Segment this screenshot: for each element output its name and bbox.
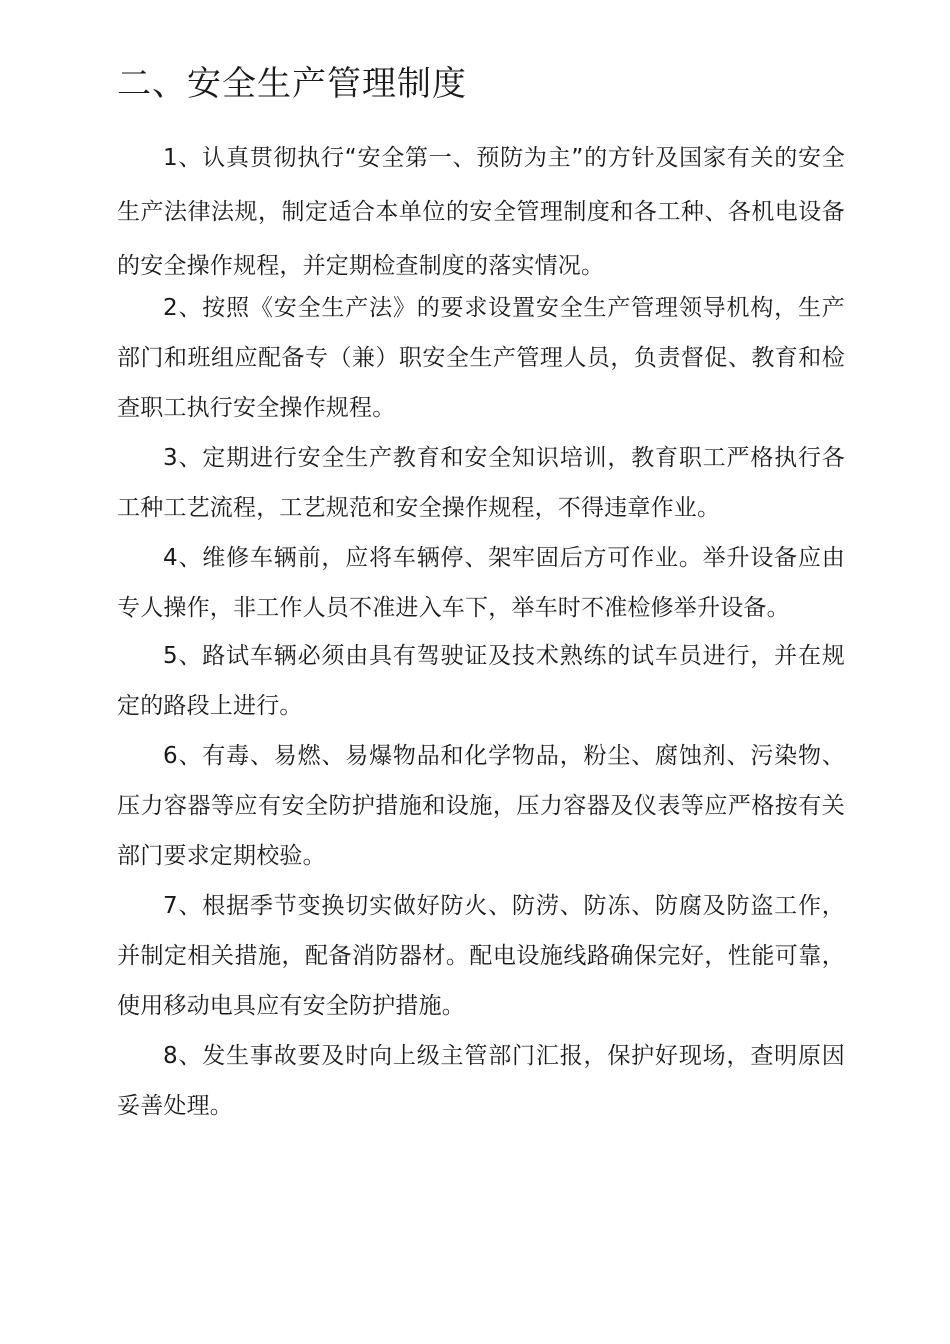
paragraph-7: 7、根据季节变换切实做好防火、防涝、防冻、防腐及防盗工作，并制定相关措施，配备消防器材。配电设施线路确保完好，性能可靠，使用移动电具应有安全防护措施。	[117, 893, 845, 1019]
paragraph-5: 5、路试车辆必须由具有驾驶证及技术熟练的试车员进行，并在规定的路段上进行。	[117, 643, 845, 719]
section-title: 二、安全生产管理制度	[117, 64, 467, 104]
paragraph-8: 8、发生事故要及时向上级主管部门汇报，保护好现场，查明原因妥善处理。	[117, 1043, 845, 1119]
paragraph-4: 4、维修车辆前，应将车辆停、架牢固后方可作业。举升设备应由专人操作，非工作人员不准进入车下，举车时不准检修举升设备。	[117, 545, 845, 621]
paragraph-1: 1、认真贯彻执行“安全第一、预防为主”的方针及国家有关的安全生产法律法规，制定适合本单位的安全管理制度和各工种、各机电设备的安全操作规程，并定期检查制度的落实情况。	[117, 145, 845, 279]
paragraph-3: 3、定期进行安全生产教育和安全知识培训，教育职工严格执行各工种工艺流程，工艺规范和安全操作规程，不得违章作业。	[117, 445, 845, 521]
paragraph-2: 2、按照《安全生产法》的要求设置安全生产管理领导机构，生产部门和班组应配备专（兼）职安全生产管理人员，负责督促、教育和检查职工执行安全操作规程。	[117, 295, 845, 421]
paragraph-6: 6、有毒、易燃、易爆物品和化学物品，粉尘、腐蚀剂、污染物、压力容器等应有安全防护措施和设施，压力容器及仪表等应严格按有关部门要求定期校验。	[117, 743, 845, 869]
